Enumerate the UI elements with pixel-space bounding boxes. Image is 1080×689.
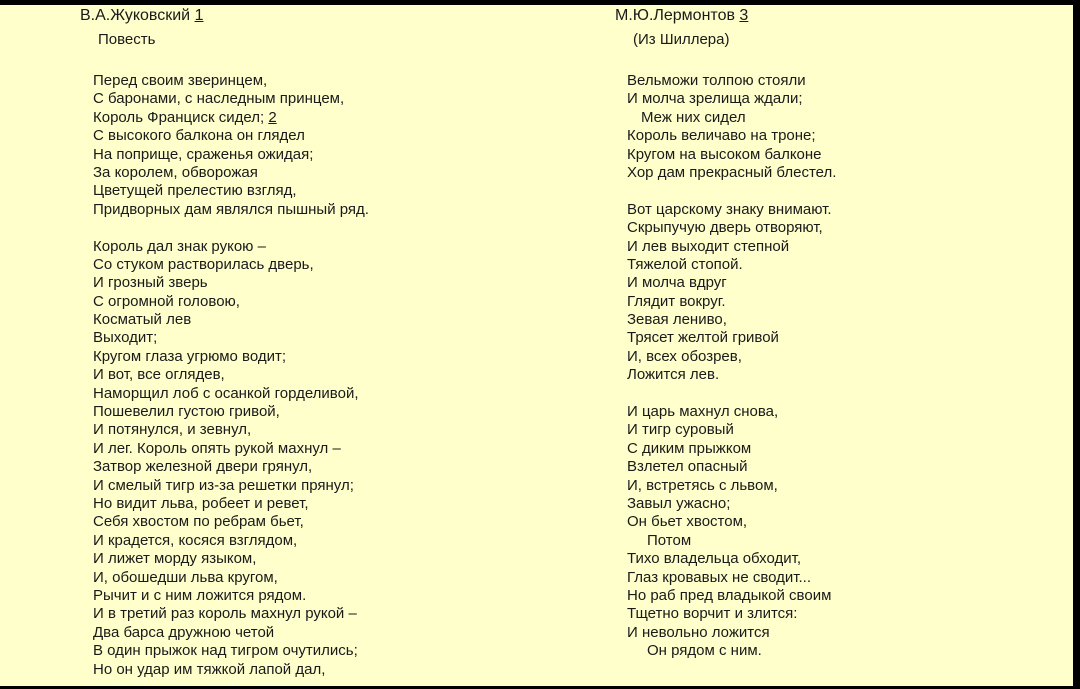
poem-line-text: Косматый лев <box>93 311 192 329</box>
poem-line <box>93 403 369 421</box>
poem-line <box>627 146 836 164</box>
poem-line-text: Кругом глаза угрюмо водит; <box>93 347 287 365</box>
poem-line-text: Себя хвостом по ребрам бьет, <box>93 513 304 531</box>
poem-line-text: С высокого балкона он глядел <box>93 127 305 145</box>
poem-line <box>93 458 369 476</box>
poem-line-text: Наморщил лоб с осанкой горделивой, <box>93 384 359 402</box>
poem-line <box>93 513 369 531</box>
poem-line <box>627 587 836 605</box>
stanza-break <box>627 385 836 403</box>
poem-line <box>627 164 836 182</box>
poem-line-text: Хор дам прекрасный блестел. <box>627 163 837 181</box>
poem-line-text: Два барса дружною четой <box>93 623 275 641</box>
poem-line-text: И, встретясь с львом, <box>627 476 778 494</box>
poem-line-text: Тихо владельца обходит, <box>627 550 801 568</box>
poem-line <box>93 477 369 495</box>
poem-line <box>627 403 836 421</box>
right-author-footnote-link[interactable]: 3 <box>739 7 749 24</box>
poem-line <box>93 366 369 384</box>
poem-line <box>627 109 836 127</box>
poem-line <box>93 587 369 605</box>
stanza-break <box>627 182 836 200</box>
poem-line-text: Вот царскому знаку внимают. <box>627 200 832 218</box>
poem-line <box>93 109 369 127</box>
poem-line-text: И молча зрелища ждали; <box>627 90 803 108</box>
poem-line <box>627 127 836 145</box>
left-author-footnote-link[interactable]: 1 <box>194 7 204 24</box>
left-author-heading <box>80 6 203 26</box>
poem-line <box>93 146 369 164</box>
poem-line <box>627 624 836 642</box>
poem-line <box>93 201 369 219</box>
poem-line <box>93 550 369 568</box>
poem-line-text: И молча вдруг <box>627 274 727 292</box>
poem-line-text: Зевая лениво, <box>627 311 727 329</box>
poem-line <box>93 311 369 329</box>
poem-line-text: Король дал знак рукою – <box>93 237 266 255</box>
poem-line-text: Но он удар им тяжкой лапой дал, <box>93 660 326 678</box>
poem-line <box>93 182 369 200</box>
poem-line-text: Глядит вокруг. <box>627 292 726 310</box>
poem-line-text: И невольно ложится <box>627 623 770 641</box>
left-author-name: В.А.Жуковский <box>80 7 191 24</box>
poem-line-text: Он бьет хвостом, <box>627 513 748 531</box>
poem-line <box>627 72 836 90</box>
poem-line-text: Король Франциск сидел; <box>93 108 265 126</box>
poem-line <box>627 477 836 495</box>
poem-line <box>627 238 836 256</box>
poem-line-text: На поприще, сраженья ожидая; <box>93 145 314 163</box>
poem-line-text: И лижет морду языком, <box>93 550 257 568</box>
poem-line-text: Цветущей прелестию взгляд, <box>93 182 297 200</box>
poem-line <box>627 421 836 439</box>
poem-line-text: Затвор железной двери грянул, <box>93 458 313 476</box>
right-poem <box>627 72 836 661</box>
poem-line <box>627 569 836 587</box>
poem-line <box>627 256 836 274</box>
poem-line-text: В один прыжок над тигром очутились; <box>93 642 358 660</box>
poem-line-text: И потянулся, и зевнул, <box>93 421 252 439</box>
document-page <box>0 5 1073 686</box>
left-poem <box>93 72 369 679</box>
poem-line <box>627 274 836 292</box>
poem-line <box>627 513 836 531</box>
poem-line <box>627 90 836 108</box>
poem-line-text: Потом <box>647 531 692 549</box>
poem-line <box>627 642 836 660</box>
poem-line-text: Придворных дам являлся пышный ряд. <box>93 200 369 218</box>
poem-line <box>627 219 836 237</box>
right-author-name: М.Ю.Лермонтов <box>615 7 735 24</box>
poem-line <box>93 256 369 274</box>
poem-line <box>627 311 836 329</box>
poem-line <box>93 238 369 256</box>
poem-line-text: С диким прыжком <box>627 439 752 457</box>
poem-line <box>627 458 836 476</box>
poem-line <box>93 72 369 90</box>
poem-line <box>93 642 369 660</box>
poem-line-text: Кругом на высоком балконе <box>627 145 822 163</box>
poem-line <box>93 385 369 403</box>
poem-line <box>93 293 369 311</box>
poem-line <box>93 127 369 145</box>
right-author-heading <box>615 6 748 26</box>
poem-line-text: Вельможи толпою стояли <box>627 72 806 89</box>
poem-line-text: И крадется, косяся взглядом, <box>93 531 298 549</box>
poem-line-text: Трясет желтой гривой <box>627 329 779 347</box>
poem-line-text: И смелый тигр из-за решетки прянул; <box>93 476 354 494</box>
poem-line <box>93 348 369 366</box>
poem-line-text: И грозный зверь <box>93 274 208 292</box>
poem-line-text: С огромной головою, <box>93 292 240 310</box>
poem-line <box>93 569 369 587</box>
stanza-break <box>93 219 369 237</box>
poem-line <box>93 624 369 642</box>
poem-line <box>93 274 369 292</box>
poem-line <box>627 366 836 384</box>
poem-line-text: И, всех обозрев, <box>627 347 742 365</box>
poem-line-text: Ложится лев. <box>627 366 720 384</box>
poem-line-text: И тигр суровый <box>627 421 734 439</box>
poem-line <box>627 201 836 219</box>
poem-line-text: Тщетно ворчит и злится: <box>627 605 798 623</box>
poem-line <box>93 532 369 550</box>
right-subtitle: (Из Шиллера) <box>633 31 730 48</box>
poem-line-text: Глаз кровавых не сводит... <box>627 568 812 586</box>
poem-line-text: Тяжелой стопой. <box>627 255 743 273</box>
poem-line-text: И в третий раз король махнул рукой – <box>93 605 357 623</box>
poem-line-text: Но раб пред владыкой своим <box>627 586 832 604</box>
poem-line-text: Король величаво на троне; <box>627 127 816 145</box>
poem-line-text: И лев выходит степной <box>627 237 790 255</box>
poem-line <box>627 293 836 311</box>
poem-line <box>627 532 836 550</box>
poem-line-text: Он рядом с ним. <box>647 642 762 660</box>
poem-line-text: Завыл ужасно; <box>627 494 731 512</box>
poem-line-text: Но видит льва, робеет и ревет, <box>93 494 309 512</box>
poem-line <box>93 90 369 108</box>
poem-line <box>627 329 836 347</box>
poem-line-text: С баронами, с наследным принцем, <box>93 90 345 108</box>
left-subtitle: Повесть <box>98 31 156 48</box>
poem-line-text: И царь махнул снова, <box>627 403 779 421</box>
poem-line <box>627 348 836 366</box>
poem-line <box>627 550 836 568</box>
poem-line <box>627 605 836 623</box>
poem-line <box>93 440 369 458</box>
poem-line-text: Перед своим зверинцем, <box>93 72 268 89</box>
footnote-link[interactable]: 2 <box>268 108 277 126</box>
poem-line-text: И, обошедши льва кругом, <box>93 568 278 586</box>
poem-line-text: Взлетел опасный <box>627 458 748 476</box>
poem-line-text: Выходит; <box>93 329 158 347</box>
poem-line-text: Меж них сидел <box>641 108 746 126</box>
poem-line <box>93 164 369 182</box>
poem-line <box>93 605 369 623</box>
poem-line-text: Со стуком растворилась дверь, <box>93 255 314 273</box>
poem-line <box>93 495 369 513</box>
poem-line-text: И лег. Король опять рукой махнул – <box>93 439 341 457</box>
poem-line <box>93 421 369 439</box>
poem-line-text: Скрыпучую дверь отворяют, <box>627 219 823 237</box>
poem-line <box>93 661 369 679</box>
poem-line-text: И вот, все оглядев, <box>93 366 225 384</box>
poem-line-text: Пошевелил густою гривой, <box>93 403 280 421</box>
poem-line <box>627 495 836 513</box>
poem-line-text: Рычит и с ним ложится рядом. <box>93 586 307 604</box>
poem-line-text: За королем, обворожая <box>93 163 258 181</box>
poem-line <box>627 440 836 458</box>
poem-line <box>93 329 369 347</box>
